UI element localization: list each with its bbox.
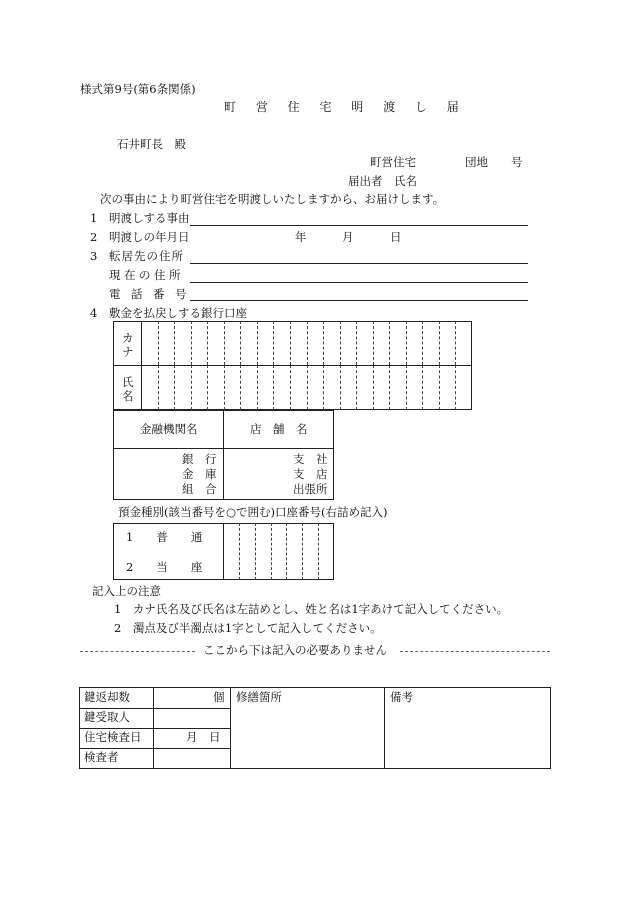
notes-heading: 記入上の注意	[92, 584, 161, 598]
grid-cell-divider	[207, 321, 208, 365]
grid-cell-divider	[356, 321, 357, 365]
account-cell-divider	[318, 523, 319, 580]
new-address-field[interactable]	[190, 263, 528, 264]
month-day-label: 月 日	[186, 730, 221, 744]
housing-label: 町営住宅	[370, 155, 416, 169]
ginko-label: 銀 行	[182, 452, 217, 466]
shisha-label: 支 社	[293, 452, 328, 466]
grid-cell-divider	[323, 321, 324, 365]
item4-label: 敷金を払戻しする銀行口座	[109, 306, 247, 320]
phone-label: 電話番号	[109, 287, 197, 301]
grid-cell-divider	[389, 365, 390, 410]
item3-label: 転居先の住所	[109, 249, 184, 263]
grid-cell-divider	[406, 321, 407, 365]
grid-cell-divider	[174, 365, 175, 410]
form-number: 様式第9号(第6条関係)	[80, 82, 196, 96]
grid-cell-divider	[207, 365, 208, 410]
institution-header: 金融機関名	[140, 422, 198, 436]
grid-cell-divider	[307, 321, 308, 365]
deposit-col-divider	[223, 523, 224, 580]
separator-line-left	[80, 651, 195, 652]
account-cell-divider	[271, 523, 272, 580]
day-label: 日	[390, 230, 402, 244]
kinko-label: 金 庫	[182, 467, 217, 481]
account-cell-divider	[239, 523, 240, 580]
month-label: 月	[342, 230, 354, 244]
grid-cell-divider	[455, 321, 456, 365]
institution-col-divider	[223, 410, 224, 500]
number-label: 号	[511, 155, 523, 169]
grid-cell-divider	[191, 365, 192, 410]
danchi-label: 団地	[465, 155, 488, 169]
grid-cell-divider	[373, 321, 374, 365]
kana-label: カナ	[122, 331, 134, 359]
grid-cell-divider	[257, 365, 258, 410]
item1-label: 明渡しする事由	[109, 211, 190, 225]
grid-cell-divider	[257, 321, 258, 365]
shucchojo-label: 出張所	[293, 482, 328, 496]
addressee: 石井町長 殿	[117, 137, 186, 151]
grid-cell-divider	[240, 321, 241, 365]
branch-header: 店 舗 名	[250, 422, 308, 436]
grid-cell-divider	[356, 365, 357, 410]
toza-option[interactable]: 2 当 座	[126, 560, 203, 574]
grid-cell-divider	[323, 365, 324, 410]
remarks-label: 備考	[390, 690, 413, 704]
grid-cell-divider	[224, 365, 225, 410]
grid-cell-divider	[439, 321, 440, 365]
account-cell-divider	[255, 523, 256, 580]
grid-cell-divider	[240, 365, 241, 410]
key-received-by-label: 鍵受取人	[84, 710, 130, 724]
item3-number: 3	[90, 249, 98, 263]
current-address-label: 現在の住所	[109, 268, 184, 282]
item4-number: 4	[90, 306, 98, 320]
office-col3-divider	[384, 687, 385, 769]
grid-divider	[113, 365, 472, 366]
grid-cell-divider	[307, 365, 308, 410]
office-col2-divider	[230, 687, 231, 769]
note-1: 1 カナ氏名及び氏名は左詰めとし、姓と名は1字あけて記入してください。	[114, 602, 509, 616]
deposit-type-label: 預金種別(該当番号を○で囲む)口座番号(右詰め記入)	[118, 505, 388, 519]
key-return-count-label: 鍵返却数	[84, 690, 130, 704]
grid-cell-divider	[290, 321, 291, 365]
separator-line-right	[400, 651, 550, 652]
office-row-divider-2	[79, 728, 230, 729]
kumiai-label: 組 合	[182, 482, 217, 496]
inspector-label: 検査者	[84, 750, 119, 764]
shiten-label: 支 店	[293, 467, 328, 481]
grid-cell-divider	[340, 365, 341, 410]
item2-label: 明渡しの年月日	[109, 230, 190, 244]
item1-number: 1	[90, 211, 98, 225]
grid-cell-divider	[273, 321, 274, 365]
intro-text: 次の事由により町営住宅を明渡しいたしますから、お届けします。	[100, 192, 445, 206]
current-address-field[interactable]	[190, 282, 528, 283]
grid-cell-divider	[290, 365, 291, 410]
inspection-date-label: 住宅検査日	[84, 730, 142, 744]
grid-cell-divider	[191, 321, 192, 365]
grid-cell-divider	[273, 365, 274, 410]
grid-cell-divider	[158, 321, 159, 365]
grid-label-divider	[141, 321, 142, 410]
form-title: 町 営 住 宅 明 渡 し 届	[224, 100, 467, 114]
grid-cell-divider	[455, 365, 456, 410]
grid-cell-divider	[422, 365, 423, 410]
grid-cell-divider	[174, 321, 175, 365]
item1-field[interactable]	[190, 225, 528, 226]
separator-text: ここから下は記入の必要ありません	[203, 643, 387, 657]
grid-cell-divider	[373, 365, 374, 410]
account-cell-divider	[286, 523, 287, 580]
office-row-divider-1	[79, 708, 230, 709]
grid-cell-divider	[158, 365, 159, 410]
phone-field[interactable]	[190, 300, 528, 301]
grid-cell-divider	[406, 365, 407, 410]
grid-cell-divider	[340, 321, 341, 365]
grid-cell-divider	[224, 321, 225, 365]
name-label: 氏名	[122, 375, 134, 403]
futsu-option[interactable]: 1 普 通	[126, 530, 203, 544]
grid-cell-divider	[389, 321, 390, 365]
ko-label: 個	[213, 690, 225, 704]
item2-number: 2	[90, 230, 98, 244]
year-label: 年	[295, 230, 307, 244]
note-2: 2 濁点及び半濁点は1字として記入してください。	[114, 621, 382, 635]
office-row-divider-3	[79, 748, 230, 749]
repair-location-label: 修繕箇所	[236, 690, 282, 704]
account-cell-divider	[302, 523, 303, 580]
grid-cell-divider	[422, 321, 423, 365]
grid-cell-divider	[439, 365, 440, 410]
applicant-label: 届出者 氏名	[348, 174, 417, 188]
